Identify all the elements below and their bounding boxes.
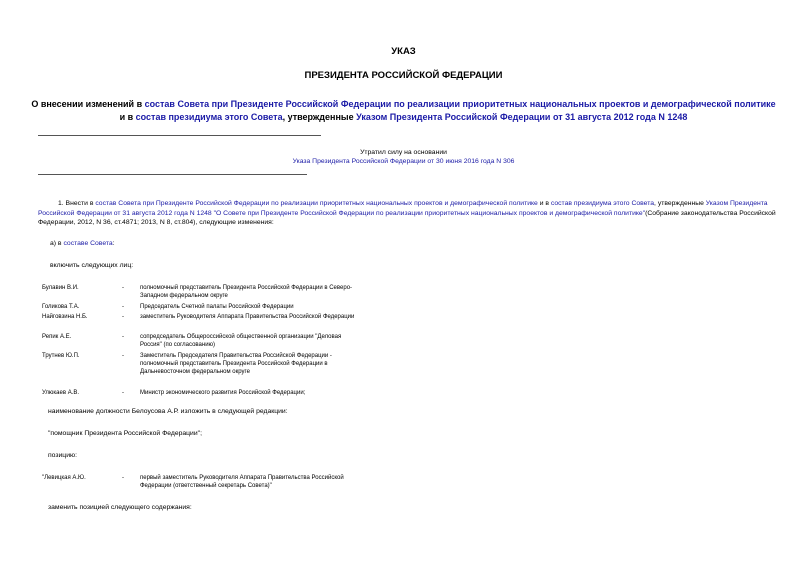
lost-force-link-wrap <box>0 158 807 165</box>
paragraph-1 <box>38 199 776 228</box>
person-dash: - <box>122 390 124 396</box>
headline-text-2: и в <box>119 111 136 122</box>
person-position: первый заместитель Руководителя Аппарата Правительства Российской Федерации (ответственный секретарь Совета)" <box>140 475 344 489</box>
para1-text-1: 1. Внести в <box>58 200 96 207</box>
lost-force-label: Утратил силу на основании <box>360 149 447 156</box>
lost-force-link[interactable]: Указа Президента Российской Федерации от 30 июня 2016 года N 306 <box>292 158 515 165</box>
divider-top <box>38 135 321 136</box>
replace-instruction: заменить позицией следующего содержания: <box>48 504 192 511</box>
person-name: Трутнев Ю.П. <box>42 353 80 359</box>
para1-link-council[interactable]: состав Совета при Президенте Российской Федерации по реализации приоритетных национальных проектов и демографической политике <box>95 200 538 207</box>
para1-text-4: (Собрание законодательства Российской Федерации, 2012, N 36, ст.4871; 2013, N 8, ст.804), следующие изменения: <box>38 209 776 227</box>
para1-text-3: , утвержденные <box>654 200 706 207</box>
headline-link-council[interactable]: состав Совета при Президенте Российской Федерации по реализации приоритетных национальных проектов и демографической политике <box>144 99 776 109</box>
headline-text-3: , утвержденные <box>282 111 357 122</box>
para1-text-2: и в <box>537 200 551 207</box>
divider-bottom <box>38 174 307 175</box>
person-position: заместитель Руководителя Аппарата Правительства Российской Федерации <box>140 314 355 320</box>
doc-headline <box>30 98 777 123</box>
person-name: Голикова Т.А. <box>42 304 80 310</box>
person-position: Заместитель Председателя Правительства Российской Федерации - полномочный представитель Президента Российской Федерации в Дальневосточном федеральном округе <box>140 353 332 375</box>
item-a <box>50 240 115 247</box>
person-name: Репик А.Е. <box>42 334 72 340</box>
person-dash: - <box>122 304 124 310</box>
person-name: Улюкаев А.В. <box>42 390 80 396</box>
doc-title: УКАЗ <box>391 46 416 57</box>
doc-subtitle: ПРЕЗИДЕНТА РОССИЙСКОЙ ФЕДЕРАЦИИ <box>304 70 503 81</box>
item-a-prefix: а) в <box>50 240 64 247</box>
person-dash: - <box>122 285 124 291</box>
person-dash: - <box>122 334 124 340</box>
person-position: сопредседатель Общероссийской общественной организации "Деловая Россия" (по согласованию) <box>140 334 342 348</box>
para1-link-presidium[interactable]: состав президиума этого Совета <box>550 200 655 207</box>
include-label: включить следующих лиц: <box>50 262 134 269</box>
new-title-quote: "помощник Президента Российской Федерации"; <box>48 430 202 437</box>
person-name: "Левицкая А.Ю. <box>42 475 86 481</box>
person-position: Министр экономического развития Российской Федерации; <box>140 390 306 396</box>
rename-instruction: наименование должности Белоусова А.Р. изложить в следующей редакции: <box>48 408 288 415</box>
headline-link-decree[interactable]: Указом Президента Российской Федерации от 31 августа 2012 года N 1248 <box>356 111 688 122</box>
person-dash: - <box>122 314 124 320</box>
person-name: Булавин В.И. <box>42 285 79 291</box>
person-dash: - <box>122 353 124 359</box>
item-a-link[interactable]: составе Совета <box>63 240 113 247</box>
position-label: позицию: <box>48 452 77 459</box>
headline-text-1: О внесении изменений в <box>31 99 145 109</box>
person-position: Председатель Счетной палаты Российской Федерации <box>140 304 294 310</box>
para1-link-decree[interactable]: Указом Президента Российской Федерации от 31 августа 2012 года N 1248 "О Совете при Президенте Российской Федерации по реализации приоритетных национальных проектов и демографической политике" <box>38 200 768 217</box>
person-name: Найговзина Н.Б. <box>42 314 88 320</box>
person-position: полномочный представитель Президента Российской Федерации в Северо-Западном федеральном округе <box>140 285 353 299</box>
headline-link-presidium[interactable]: состав президиума этого Совета <box>135 111 283 122</box>
item-a-suffix: : <box>112 240 115 247</box>
person-dash: - <box>122 475 124 481</box>
